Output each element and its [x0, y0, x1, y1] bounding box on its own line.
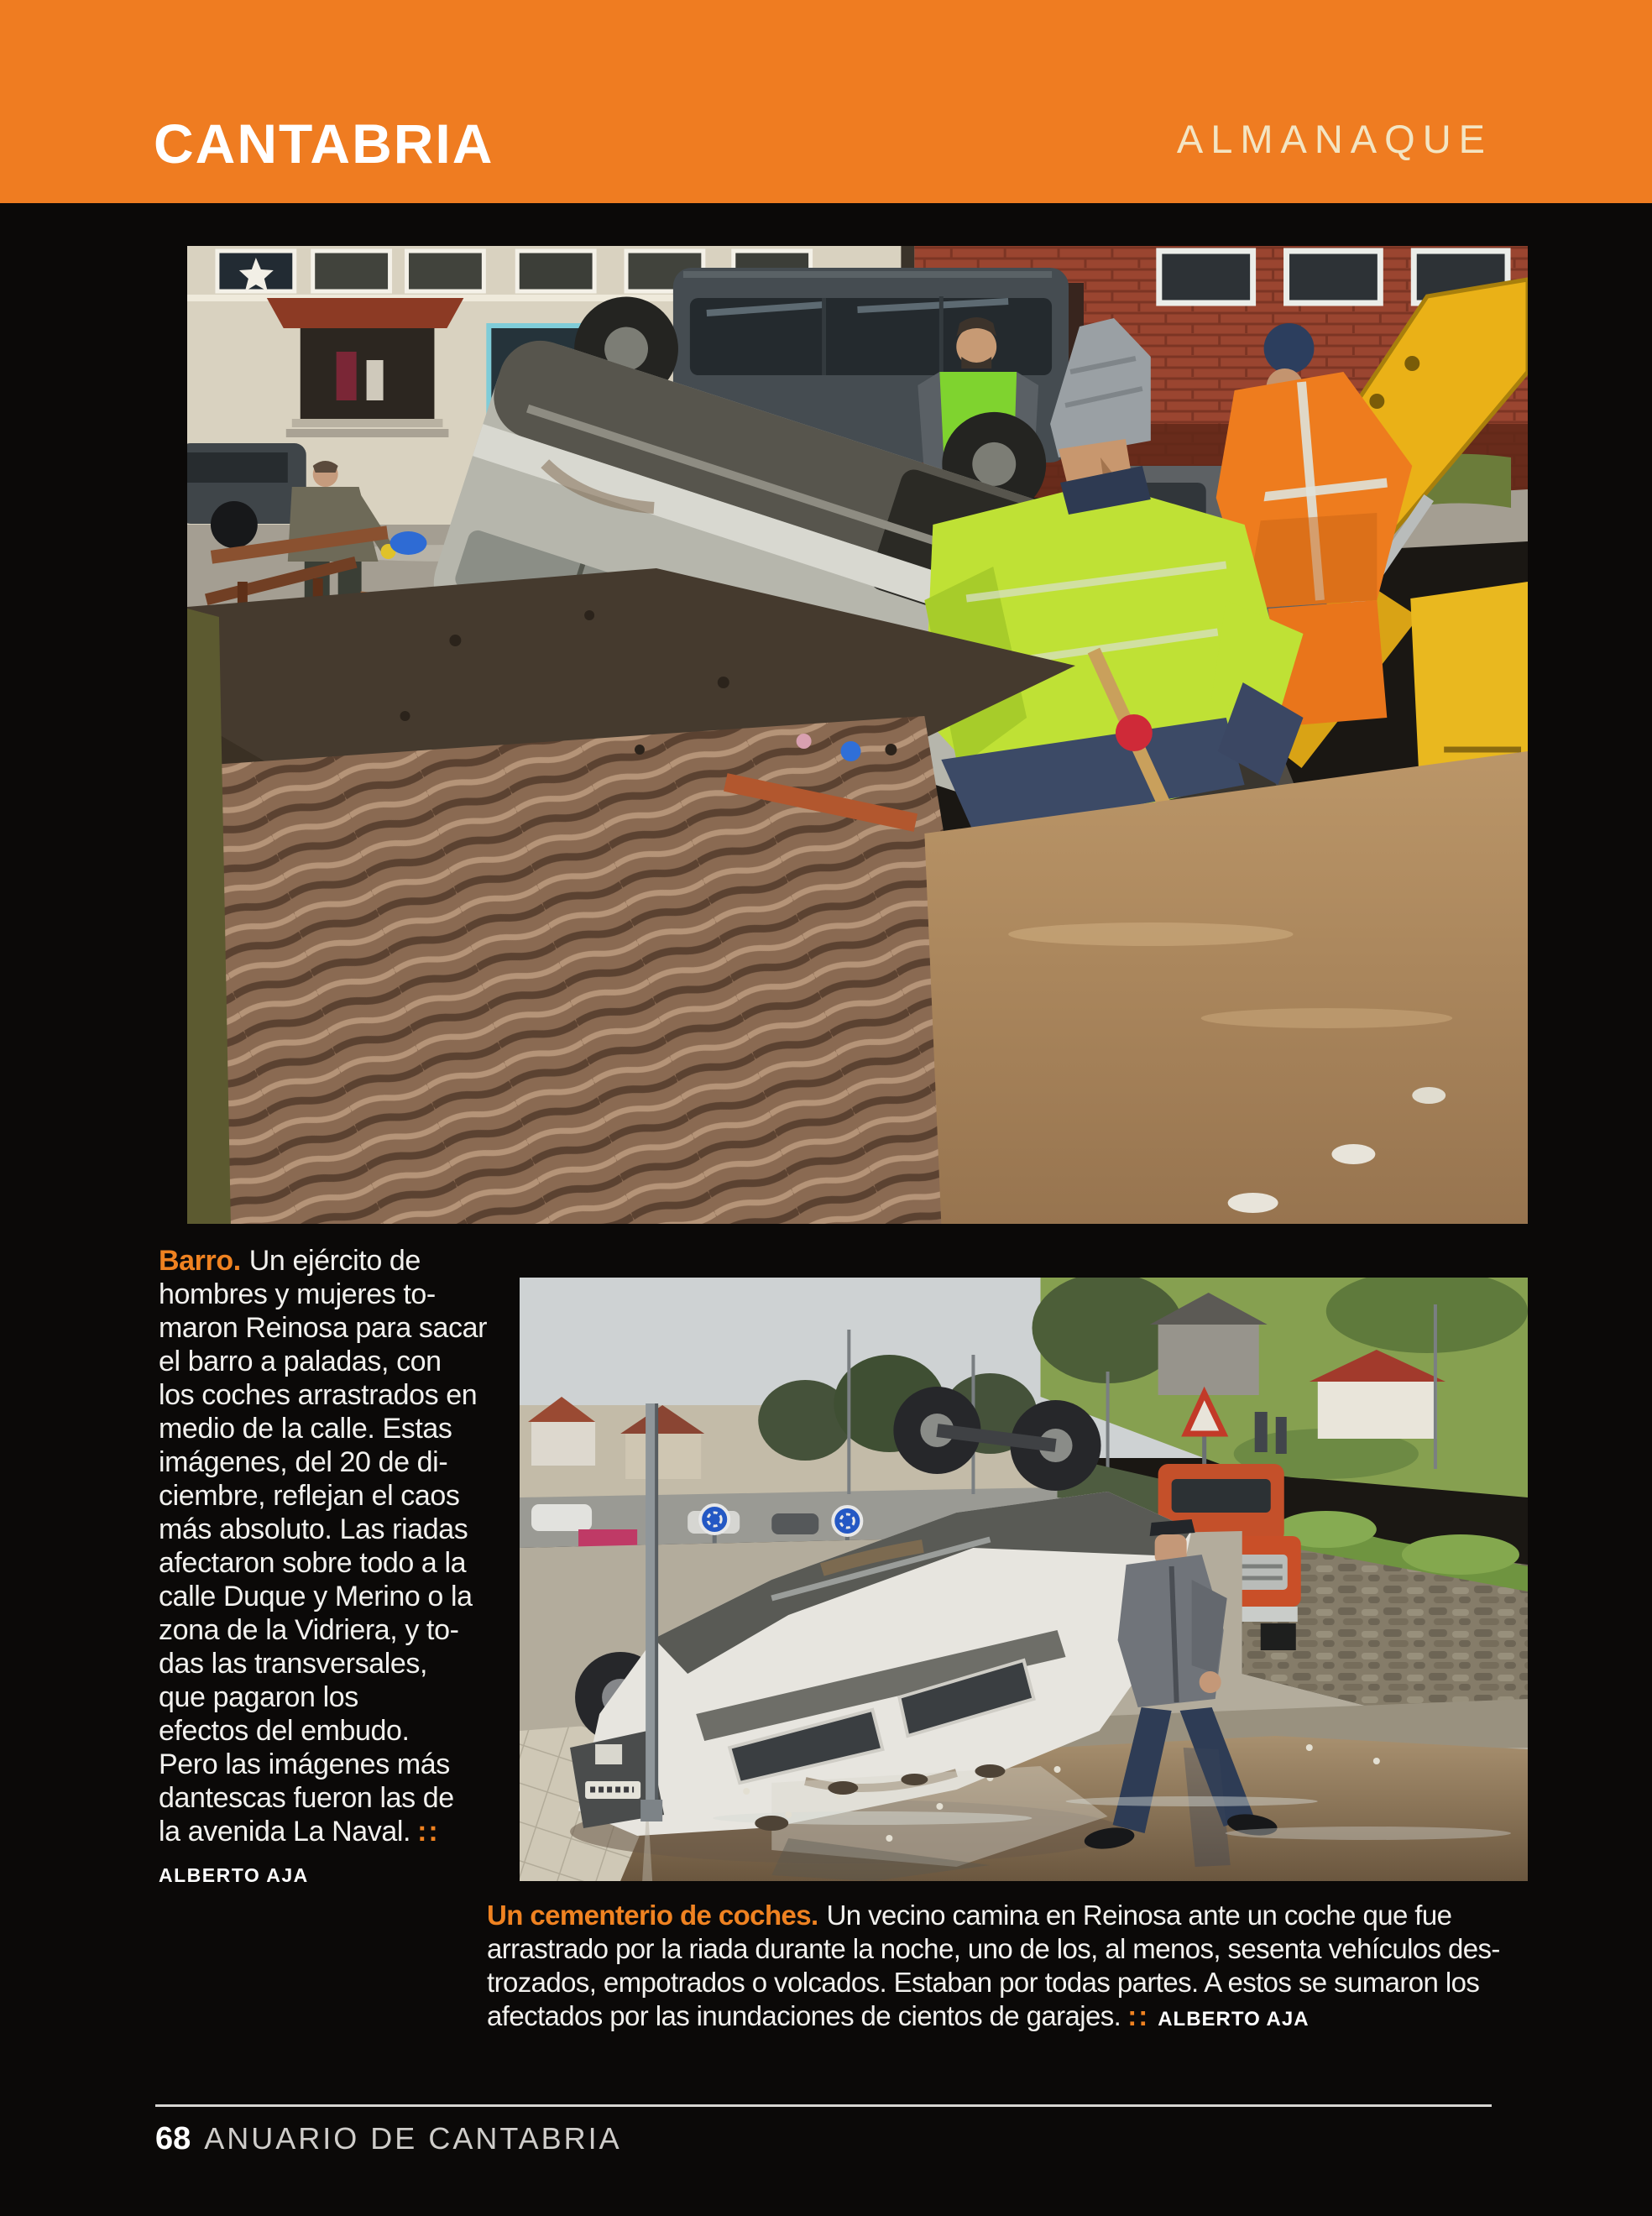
- story-lead: Barro.: [159, 1245, 241, 1277]
- story-line: dantescas fueron las de: [159, 1782, 454, 1814]
- caption-cemetery: [487, 1899, 1511, 2036]
- page-number: 68: [155, 2121, 191, 2156]
- caption-line: trozados, empotrados o volcados. Estaban por todas partes. A estos se sumaron los: [487, 1967, 1480, 1998]
- story-line: imágenes, del 20 de di-: [159, 1446, 448, 1478]
- photo-flood-cleanup-art: [187, 246, 1528, 1224]
- caption-endmark: ::: [1127, 2000, 1150, 2031]
- story-line: zona de la Vidriera, y to-: [159, 1614, 459, 1646]
- publication-name: ANUARIO DE CANTABRIA: [204, 2121, 622, 2156]
- section-title: CANTABRIA: [154, 112, 494, 175]
- story-line: das las transversales,: [159, 1648, 428, 1680]
- roundabout-sign: [700, 1505, 729, 1534]
- caption-credit: ALBERTO AJA: [1158, 2008, 1310, 2030]
- caption-line: Un cementerio de coches. Un vecino camina en Reinosa ante un coche que fue: [487, 1900, 1452, 1931]
- story-line: el barro a paladas, con: [159, 1346, 442, 1377]
- story-line: los coches arrastrados en: [159, 1379, 478, 1411]
- story-line: más absoluto. Las riadas: [159, 1513, 468, 1545]
- photo-overturned-van-art: [520, 1278, 1528, 1881]
- story-line: ciembre, reflejan el caos: [159, 1480, 460, 1512]
- story-line: medio de la calle. Estas: [159, 1413, 452, 1445]
- story-line: hombres y mujeres to-: [159, 1278, 436, 1310]
- photo-flood-cleanup: [187, 246, 1528, 1224]
- photo-overturned-van: [520, 1278, 1528, 1881]
- caption-lead: Un cementerio de coches.: [487, 1900, 818, 1931]
- story-line: la avenida La Naval. ::: [159, 1816, 440, 1848]
- story-endmark: ::: [417, 1816, 440, 1848]
- header-band: [0, 0, 1652, 203]
- story-line: Barro. Un ejército de: [159, 1245, 421, 1277]
- story-line: que pagaron los: [159, 1681, 358, 1713]
- story-line: maron Reinosa para sacar: [159, 1312, 488, 1344]
- caption-line: afectados por las inundaciones de cientos de garajes. :: ALBERTO AJA: [487, 2000, 1310, 2031]
- header-page-label: ALMANAQUE: [1176, 117, 1493, 161]
- story-column: [159, 1244, 494, 1892]
- story-line: afectaron sobre todo a la: [159, 1547, 467, 1579]
- caption-line: arrastrado por la riada durante la noche, uno de los, al menos, sesenta vehículos des-: [487, 1933, 1500, 1964]
- story-line: efectos del embudo.: [159, 1715, 410, 1747]
- footer-rule: [155, 2104, 1492, 2107]
- story-line: calle Duque y Merino o la: [159, 1581, 473, 1612]
- story-line: Pero las imágenes más: [159, 1748, 450, 1780]
- roundabout-sign: [833, 1507, 861, 1535]
- story-credit: ALBERTO AJA: [159, 1864, 309, 1886]
- footer-folio: [155, 2120, 622, 2157]
